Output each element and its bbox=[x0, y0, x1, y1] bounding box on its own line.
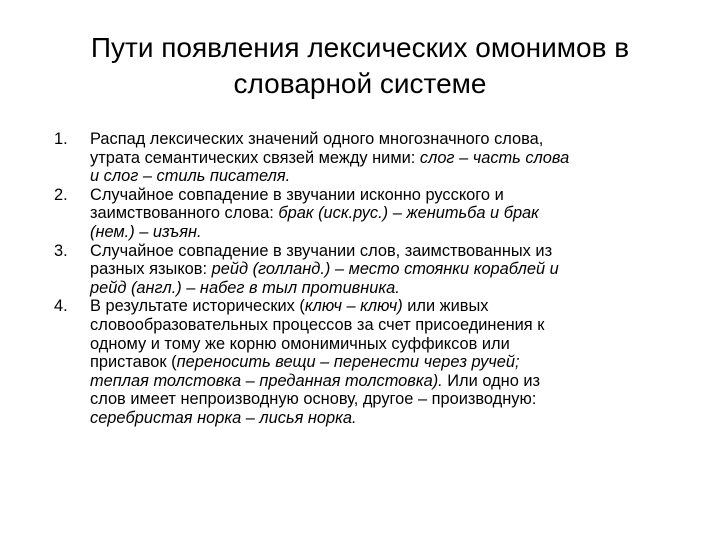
italic-example-text: теплая толстовка – преданная толстовка). bbox=[90, 371, 443, 390]
numbered-list bbox=[54, 130, 684, 428]
text-segment: заимствованного слова: bbox=[90, 204, 279, 223]
list-item bbox=[54, 186, 684, 242]
italic-example-text: рейд (англ.) – набег в тыл противника. bbox=[90, 278, 400, 297]
text-segment: приставок ( bbox=[90, 353, 177, 372]
list-item-text bbox=[90, 297, 684, 427]
list-item-number: 4. bbox=[54, 297, 68, 316]
italic-example-text: рейд (голланд.) – место стоянки кораблей и bbox=[211, 260, 559, 279]
text-line bbox=[90, 204, 684, 223]
list-item-text bbox=[90, 186, 684, 242]
list-item-text bbox=[90, 242, 684, 298]
list-item-number: 2. bbox=[54, 185, 68, 204]
text-segment: словообразовательных процессов за счет присоединения к bbox=[90, 315, 545, 334]
list-item-text bbox=[90, 130, 684, 186]
text-segment: В результате исторических ( bbox=[90, 297, 305, 316]
italic-example-text: брак (иск.рус.) – женитьба и брак bbox=[278, 204, 539, 223]
text-line bbox=[90, 279, 684, 298]
text-segment: разных языков: bbox=[90, 260, 212, 279]
list-item bbox=[54, 297, 684, 427]
italic-example-text: переносить вещи – перенести через ручей; bbox=[176, 353, 520, 372]
text-segment: или живых bbox=[402, 297, 489, 316]
text-line bbox=[90, 149, 684, 168]
text-line bbox=[90, 353, 684, 372]
text-segment: утрата семантических связей между ними: bbox=[90, 148, 420, 167]
italic-example-text: ключ – ключ) bbox=[304, 297, 403, 316]
text-line bbox=[90, 186, 684, 205]
text-segment: Случайное совпадение в звучании исконно русского и bbox=[90, 185, 504, 204]
text-line bbox=[90, 167, 684, 186]
text-segment: одному и тому же корню омонимичных суффиксов или bbox=[90, 334, 510, 353]
title-line-1: Пути появления лексических омонимов в bbox=[90, 32, 630, 63]
italic-example-text: (нем.) – изъян. bbox=[90, 222, 202, 241]
text-line bbox=[90, 242, 684, 261]
text-segment: Или одно из bbox=[442, 371, 541, 390]
list-item bbox=[54, 242, 684, 298]
text-line bbox=[90, 223, 684, 242]
text-line bbox=[90, 297, 684, 316]
italic-example-text: слог – часть слова bbox=[419, 148, 570, 167]
text-line bbox=[90, 390, 684, 409]
text-segment: слов имеет непроизводную основу, другое – производную: bbox=[90, 390, 537, 409]
text-segment: Случайное совпадение в звучании слов, заимствованных из bbox=[90, 241, 553, 260]
text-line bbox=[90, 130, 684, 149]
slide-title bbox=[36, 30, 684, 102]
italic-example-text: серебристая норка – лисья норка. bbox=[90, 408, 357, 427]
list-item-number: 1. bbox=[54, 130, 68, 148]
title-line-2: словарной системе bbox=[233, 68, 487, 99]
text-line bbox=[90, 260, 684, 279]
text-line bbox=[90, 409, 684, 428]
text-line bbox=[90, 372, 684, 391]
list-item bbox=[54, 130, 684, 186]
text-segment: Распад лексических значений одного многозначного слова, bbox=[90, 130, 544, 148]
italic-example-text: и слог – стиль писателя. bbox=[90, 167, 291, 186]
text-line bbox=[90, 335, 684, 354]
text-line bbox=[90, 316, 684, 335]
list-item-number: 3. bbox=[54, 241, 68, 260]
